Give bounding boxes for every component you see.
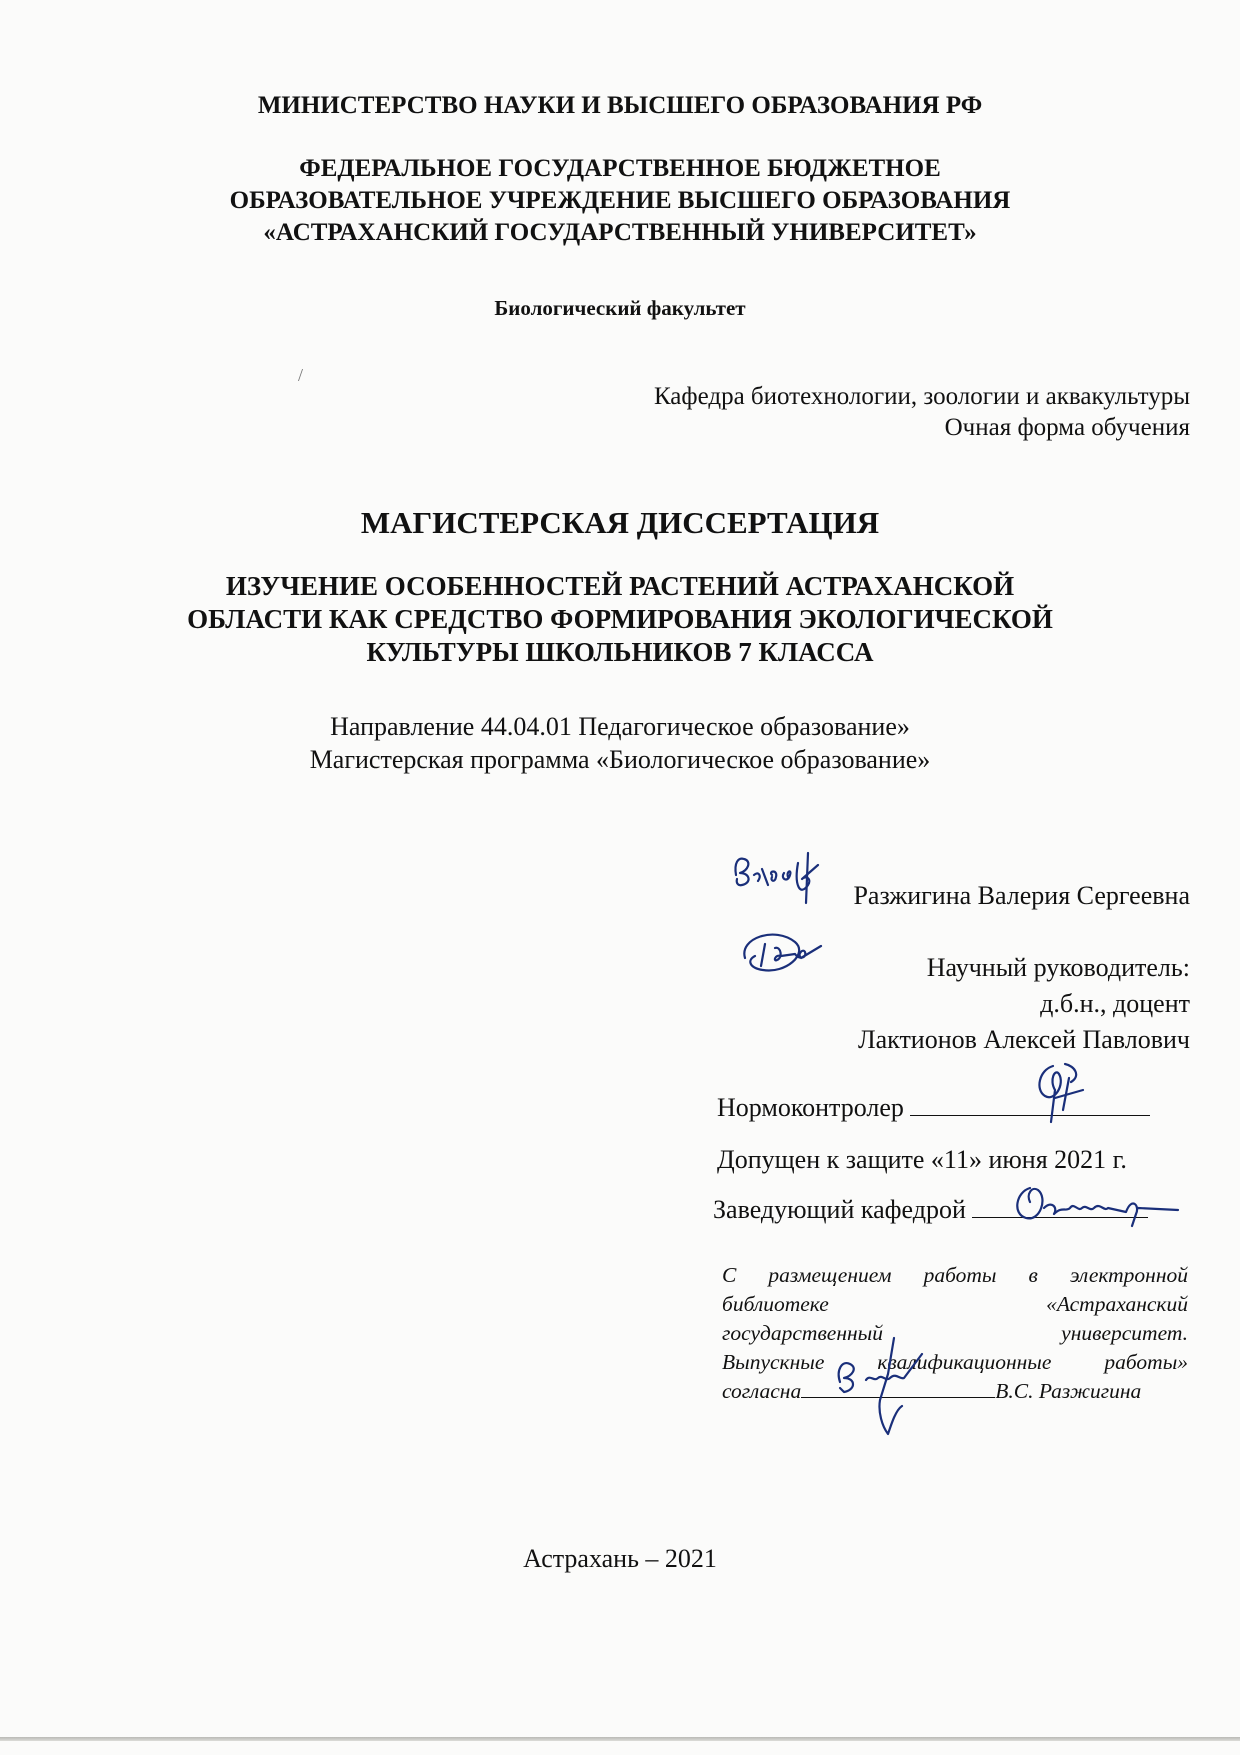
thesis-title-line: ОБЛАСТИ КАК СРЕДСТВО ФОРМИРОВАНИЯ ЭКОЛОГИЧЕСКОЙ [187,604,1053,634]
scan-edge [0,1737,1240,1741]
institution-line: ОБРАЗОВАТЕЛЬНОЕ УЧРЕЖДЕНИЕ ВЫСШЕГО ОБРАЗОВАНИЯ [229,187,1011,214]
supervisor-name: Лактионов Алексей Павлович [857,1025,1190,1054]
institution-heading [0,153,1240,249]
consent-signer: В.С. Разжигина [995,1379,1142,1403]
thesis-title-line: КУЛЬТУРЫ ШКОЛЬНИКОВ 7 КЛАССА [366,637,874,667]
supervisor-degree: д.б.н., доцент [1040,989,1190,1018]
consent-line: С размещением работы в электронной [722,1263,1188,1287]
consent-line: библиотеке «Астраханский [722,1292,1188,1316]
normocontrol-signature-line [910,1093,1150,1116]
head-label: Заведующий кафедрой [713,1195,966,1224]
consent-line: государственный университет. [722,1321,1188,1345]
study-form: Очная форма обучения [944,414,1190,441]
institution-line: ФЕДЕРАЛЬНОЕ ГОСУДАРСТВЕННОЕ БЮДЖЕТНОЕ [299,155,941,182]
department-block [654,381,1190,443]
consent-agree-word: согласна [722,1379,802,1403]
department-name: Кафедра биотехнологии, зоологии и аквакультуры [653,383,1190,410]
thesis-type: МАГИСТЕРСКАЯ ДИССЕРТАЦИЯ [360,505,880,540]
thesis-title-line: ИЗУЧЕНИЕ ОСОБЕННОСТЕЙ РАСТЕНИЙ АСТРАХАНСКОЙ [225,571,1015,601]
ministry-heading: МИНИСТЕРСТВО НАУКИ И ВЫСШЕГО ОБРАЗОВАНИЯ РФ [257,92,983,119]
supervisor-signature [735,918,835,988]
scan-speck: / [298,365,304,385]
consent-line: Выпускные квалификационные работы» [722,1350,1188,1374]
normocontrol-field [717,1093,1150,1123]
supervisor-label: Научный руководитель: [926,953,1190,982]
admission-line: Допущен к защите «11» июня 2021 г. [717,1145,1127,1174]
supervisor-block [858,950,1190,1058]
study-direction: Направление 44.04.01 Педагогическое образование» [330,712,910,741]
faculty-name: Биологический факультет [494,296,746,320]
institution-line: «АСТРАХАНСКИЙ ГОСУДАРСТВЕННЫЙ УНИВЕРСИТЕТ» [263,219,977,246]
thesis-title [0,570,1240,669]
head-signature-line [972,1195,1148,1218]
head-of-department-field [713,1195,1148,1225]
city-year: Астрахань – 2021 [523,1544,717,1573]
consent-signature-blank [801,1377,995,1398]
student-name: Разжигина Валерия Сергеевна [853,881,1190,910]
student-signature [728,845,838,915]
consent-signature-line [722,1377,1188,1406]
master-program: Магистерская программа «Биологическое образование» [309,745,931,774]
library-consent [722,1261,1188,1406]
normocontrol-label: Нормоконтролер [717,1093,904,1122]
program-block [0,710,1240,776]
